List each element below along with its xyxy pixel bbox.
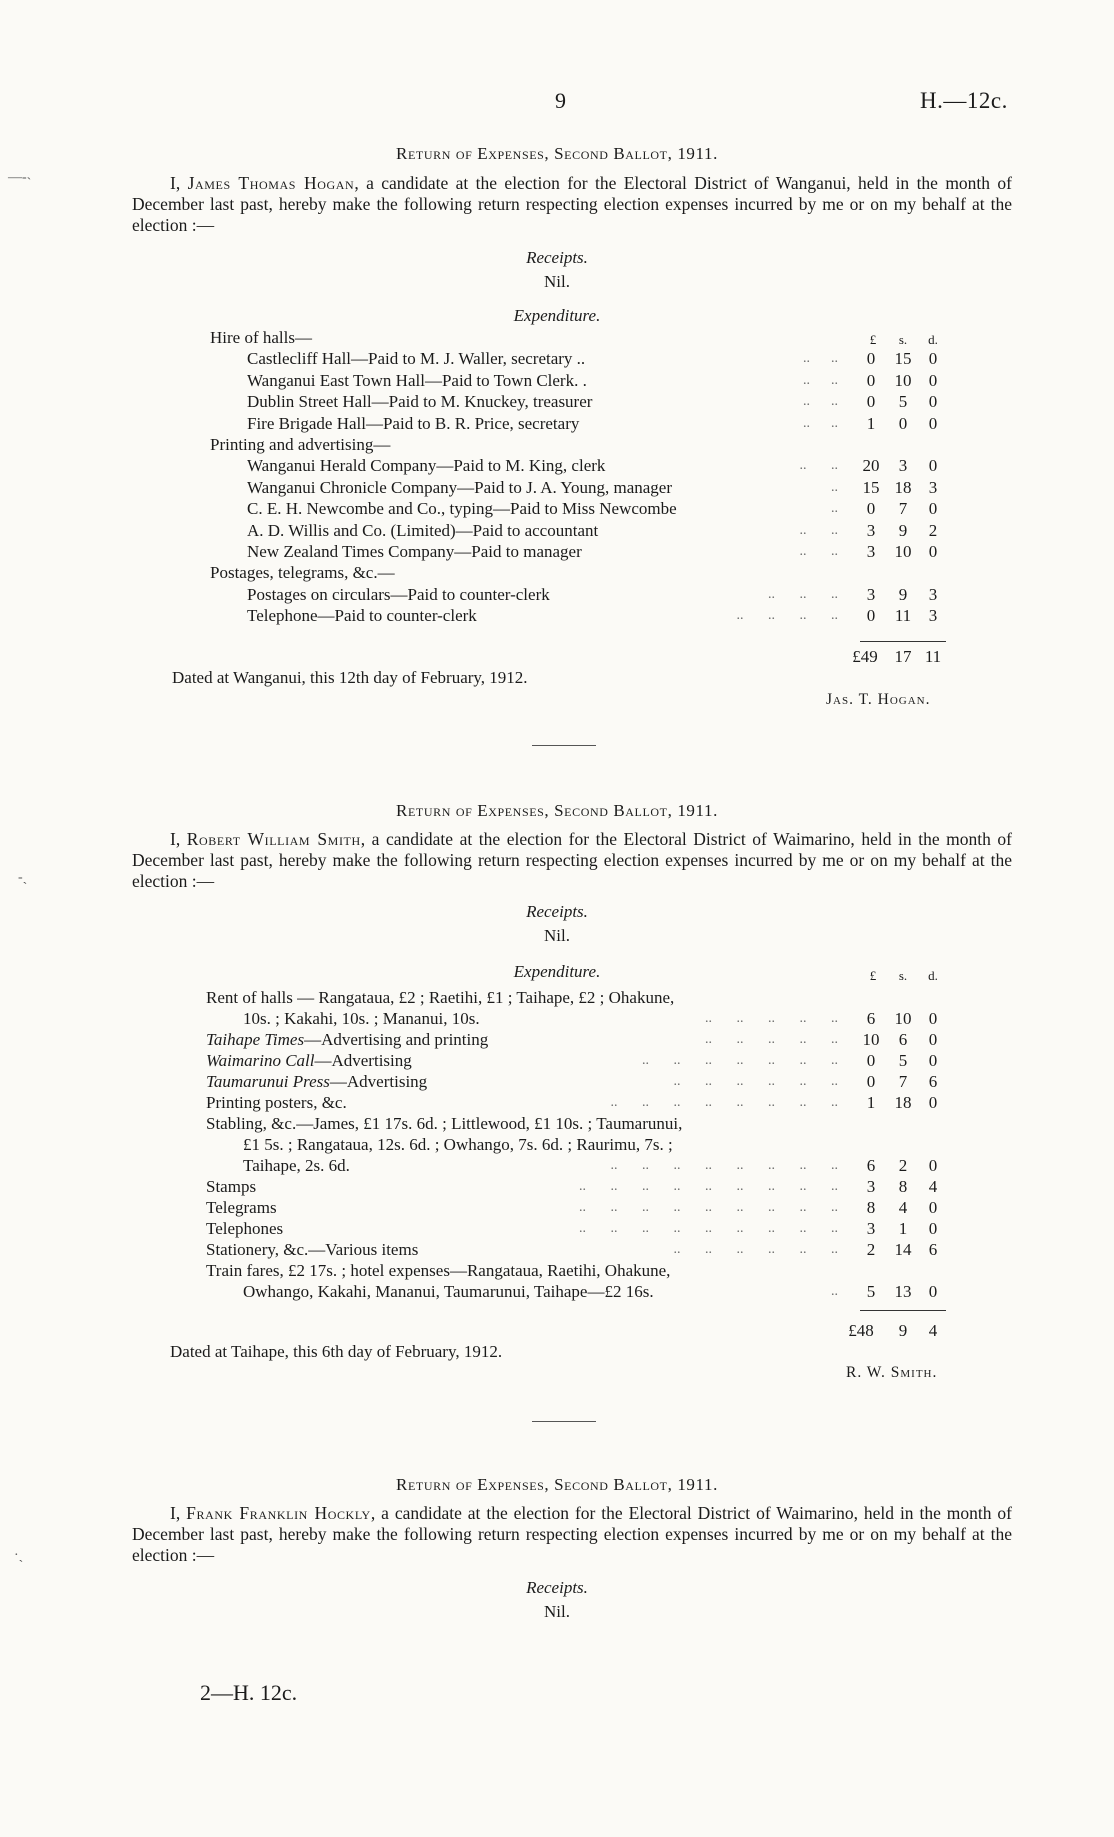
amount-pounds: 10 (862, 1030, 880, 1049)
return-intro: I, James Thomas Hogan, a candidate at the election for the Electoral District of Wanganui, held in the month of December last past, hereby make the following return respecting election expenses incurred by me or on my behalf at the election :— (132, 173, 1013, 235)
expenditure-label: Wanganui East Town Hall—Paid to Town Clerk. . (247, 370, 587, 390)
candidate-name: Frank Franklin Hockly (186, 1503, 371, 1523)
expenditure-label: £1 5s. ; Rangataua, 12s. 6d. ; Owhango, 7s. 6d. ; Raurimu, 7s. ; (243, 1135, 673, 1154)
amount-shillings: 5 (898, 392, 908, 412)
expenditure-label: Wanganui Herald Company—Paid to M. King, clerk (247, 456, 606, 476)
leader-dots: .. .. .. .. .. .. .. .. .. (579, 1179, 838, 1194)
expenditure-label: Castlecliff Hall—Paid to M. J. Waller, secretary .. (247, 349, 586, 369)
amount-shillings: 6 (898, 1030, 908, 1049)
expenditure-row (0, 1176, 1114, 1197)
total-rule (860, 641, 946, 642)
receipts-heading: Receipts. (526, 248, 588, 267)
expenditure-label: Printing and advertising— (210, 435, 391, 454)
leader-dots: .. .. (803, 415, 838, 431)
expenditure-label: Stamps (206, 1177, 257, 1196)
expenditure-label: Telegrams (206, 1198, 277, 1217)
amount-pence: 0 (928, 1219, 938, 1238)
receipts-value: Nil. (544, 926, 570, 945)
expenditure-row (0, 1029, 1114, 1050)
expenditure-label: Train fares, £2 17s. ; hotel expenses—Rangataua, Raetihi, Ohakune, (206, 1261, 671, 1280)
amount-shillings: 7 (898, 499, 908, 519)
amount-pounds: 0 (866, 392, 876, 412)
expenditure-label: C. E. H. Newcombe and Co., typing—Paid to Miss Newcombe (247, 499, 677, 519)
pounds-header: £ (869, 332, 877, 347)
amount-shillings: 14 (894, 1240, 912, 1259)
amount-shillings: 5 (898, 1051, 908, 1070)
leader-dots: .. .. (799, 522, 838, 538)
expenditure-label: Wanganui Chronicle Company—Paid to J. A. Young, manager (247, 477, 673, 497)
document-reference: H.—12c. (920, 88, 1008, 113)
expenditure-row (0, 1008, 1114, 1029)
expenditure-heading: Expenditure. (513, 306, 601, 325)
amount-pounds: 0 (866, 606, 876, 626)
expenditure-label: Taihape Times—Advertising and printing (206, 1030, 489, 1049)
receipts-heading: Receipts. (526, 1578, 588, 1597)
expenditure-row (0, 1050, 1114, 1071)
amount-pence: 0 (928, 1009, 938, 1028)
section-separator (532, 745, 596, 746)
amount-pence: 0 (928, 392, 938, 412)
return-section-hogan (0, 144, 1114, 166)
leader-dots: .. .. .. .. .. .. (673, 1074, 838, 1089)
expenditure-label: Taumarunui Press—Advertising (206, 1072, 428, 1091)
intro-text: , a candidate at the election for the Electoral District of Wanganui, held in the month of December last past, hereby make the following return respecting election expenses incurred by me or on my behalf at the election :— (132, 173, 1013, 235)
intro-text: , a candidate at the election for the Electoral District of Waimarino, held in the month of December last past, hereby make the following return respecting election expenses incurred by me or on my behalf at the election :— (132, 829, 1013, 891)
leader-dots: .. .. (803, 372, 838, 388)
pence-header: d. (928, 968, 938, 983)
amount-pence: 0 (928, 1156, 938, 1175)
amount-pence: 0 (928, 1282, 938, 1301)
expenditure-row (0, 1155, 1114, 1176)
leader-dots: .. .. .. .. .. .. .. .. .. (579, 1200, 838, 1215)
amount-pence: 0 (928, 349, 938, 369)
total-rule (860, 1310, 946, 1311)
amount-pence: 3 (928, 584, 938, 604)
leader-dots: .. .. .. .. .. (705, 1011, 838, 1026)
total-pounds: £49 (852, 647, 878, 666)
leader-dots: .. .. (799, 544, 838, 559)
return-title: Return of Expenses, Second Ballot, 1911. (396, 144, 718, 163)
amount-shillings: 7 (898, 1072, 908, 1091)
leader-dots: .. .. .. .. .. .. .. .. (610, 1095, 838, 1110)
amount-shillings: 10 (894, 1009, 912, 1028)
amount-pence: 0 (928, 542, 938, 561)
expenditure-row (0, 605, 1114, 626)
leader-dots: .. (831, 501, 838, 517)
leader-dots: .. .. .. .. .. .. .. .. (610, 1158, 838, 1173)
return-title: Return of Expenses, Second Ballot, 1911. (396, 801, 718, 820)
total-row (0, 646, 1114, 667)
expenditure-row (0, 1260, 1114, 1281)
expenditure-label: Waimarino Call—Advertising (206, 1051, 412, 1070)
expenditure-row (0, 327, 1114, 348)
amount-shillings: 1 (898, 1219, 908, 1238)
leader-dots: .. .. .. .. .. .. .. (642, 1053, 838, 1068)
expenditure-row (0, 498, 1114, 519)
pounds-header: £ (869, 968, 877, 983)
expenditure-row (0, 541, 1114, 562)
expenditure-label: Hire of halls— (210, 328, 312, 347)
return-intro: I, Frank Franklin Hockly, a candidate at the election for the Electoral District of Waimarino, held in the month of December last past, hereby make the following return respecting election expenses incurred by me or on my behalf at the election :— (132, 1503, 1013, 1565)
amount-pence: 0 (928, 1030, 938, 1049)
expenditure-row (0, 1197, 1114, 1218)
amount-pence: 0 (928, 1093, 938, 1112)
amount-pence: 4 (928, 1177, 938, 1196)
expenditure-label: Taihape, 2s. 6d. (243, 1156, 350, 1175)
amount-pence: 0 (928, 456, 938, 476)
expenditure-row (0, 1134, 1114, 1155)
amount-shillings: 11 (894, 606, 912, 626)
shillings-header: s. (898, 968, 908, 983)
leader-dots: .. .. .. .. .. .. .. .. .. (579, 1221, 838, 1236)
return-section-smith (0, 801, 1114, 823)
leader-dots: .. (831, 1284, 838, 1299)
expenditure-label: Telephone—Paid to counter-clerk (247, 606, 477, 626)
page-number: 9 (555, 88, 566, 113)
signature: R. W. Smith. (846, 1364, 938, 1381)
total-pence: 4 (928, 1321, 938, 1340)
amount-pence: 0 (928, 370, 938, 390)
expenditure-row (0, 1218, 1114, 1239)
amount-pounds: 0 (866, 349, 876, 369)
amount-pounds: 3 (866, 542, 876, 561)
expenditure-row (0, 987, 1114, 1008)
total-shillings: 9 (898, 1321, 908, 1340)
amount-shillings: 2 (898, 1156, 908, 1175)
amount-pence: 0 (928, 499, 938, 519)
expenditure-row (0, 1113, 1114, 1134)
amount-pounds: 0 (866, 1072, 876, 1091)
leader-dots: .. .. .. .. .. .. (673, 1242, 838, 1257)
amount-shillings: 9 (898, 520, 908, 540)
expenditure-label: New Zealand Times Company—Paid to manager (247, 542, 582, 561)
total-pounds: £48 (848, 1321, 874, 1340)
amount-pence: 6 (928, 1072, 938, 1091)
leader-dots: .. .. .. (768, 586, 838, 602)
total-pence: 11 (924, 647, 942, 666)
amount-shillings: 0 (898, 413, 908, 433)
margin-mark: ‐ˎ (18, 870, 28, 885)
leader-dots: .. (831, 479, 838, 495)
expenditure-label: Stabling, &c.—James, £1 17s. 6d. ; Littlewood, £1 10s. ; Taumarunui, (206, 1114, 683, 1133)
leader-dots: .. .. (803, 351, 838, 367)
expenditure-label: Telephones (206, 1219, 284, 1238)
amount-pounds: 5 (866, 1282, 876, 1301)
amount-pounds: 3 (866, 584, 876, 604)
expenditure-label: Printing posters, &c. (206, 1093, 347, 1112)
expenditure-row (0, 370, 1114, 391)
amount-pence: 0 (928, 1051, 938, 1070)
expenditure-label: Postages, telegrams, &c.— (210, 563, 395, 583)
total-row (0, 1320, 1114, 1341)
amount-shillings: 15 (894, 349, 912, 369)
amount-pounds: 8 (866, 1198, 876, 1217)
leader-dots: .. .. .. .. (736, 608, 838, 624)
amount-pence: 3 (928, 606, 938, 626)
amount-pounds: 6 (866, 1009, 876, 1028)
leader-dots: .. .. .. .. .. (705, 1032, 838, 1047)
margin-mark: ·ˎ (14, 1548, 24, 1563)
amount-pounds: 0 (866, 499, 876, 519)
margin-mark: —‐˴ (8, 170, 32, 185)
amount-pence: 3 (928, 477, 938, 497)
expenditure-label: 10s. ; Kakahi, 10s. ; Mananui, 10s. (243, 1009, 480, 1028)
leader-dots: .. .. (799, 458, 838, 474)
amount-shillings: 4 (898, 1198, 908, 1217)
return-title: Return of Expenses, Second Ballot, 1911. (396, 1475, 718, 1494)
section-separator (532, 1421, 596, 1422)
candidate-name: Robert William Smith (186, 829, 361, 849)
expenditure-row (0, 1092, 1114, 1113)
expenditure-label: Dublin Street Hall—Paid to M. Knuckey, treasurer (247, 392, 593, 412)
expenditure-row (0, 1239, 1114, 1260)
amount-shillings: 18 (894, 477, 912, 497)
amount-pounds: 0 (866, 1051, 876, 1070)
intro-text: , a candidate at the election for the Electoral District of Waimarino, held in the month of December last past, hereby make the following return respecting election expenses incurred by me or on my behalf at the election :— (132, 1503, 1013, 1565)
amount-pounds: 1 (866, 413, 876, 433)
amount-pounds: 6 (866, 1156, 876, 1175)
candidate-name: James Thomas Hogan (187, 173, 355, 193)
expenditure-label: Postages on circulars—Paid to counter-clerk (247, 584, 550, 604)
receipts-value: Nil. (544, 272, 570, 291)
expenditure-row (0, 1071, 1114, 1092)
amount-pounds: 3 (866, 1219, 876, 1238)
amount-shillings: 3 (898, 456, 908, 476)
total-shillings: 17 (894, 647, 912, 666)
amount-pounds: 0 (866, 370, 876, 390)
amount-shillings: 13 (894, 1282, 912, 1301)
amount-pounds: 3 (866, 520, 876, 540)
amount-shillings: 9 (898, 584, 908, 604)
amount-shillings: 10 (894, 542, 912, 561)
amount-pounds: 1 (866, 1093, 876, 1112)
amount-pence: 0 (928, 413, 938, 433)
leader-dots: .. .. (803, 394, 838, 410)
amount-shillings: 8 (898, 1177, 908, 1196)
expenditure-label: Fire Brigade Hall—Paid to B. R. Price, secretary (247, 413, 580, 433)
expenditure-row (0, 348, 1114, 369)
return-section-hockly (0, 1475, 1114, 1497)
expenditure-row (0, 477, 1114, 498)
expenditure-label: Stationery, &c.—Various items (206, 1240, 419, 1259)
shillings-header: s. (898, 332, 908, 347)
amount-shillings: 10 (894, 370, 912, 390)
amount-pounds: 20 (862, 456, 880, 476)
expenditure-row (0, 562, 1114, 583)
expenditure-row (0, 455, 1114, 476)
footer-signature-mark: 2—H. 12c. (200, 1680, 298, 1705)
expenditure-row (0, 520, 1114, 541)
amount-shillings: 18 (894, 1093, 912, 1112)
amount-pounds: 15 (862, 477, 880, 497)
dated-line: Dated at Taihape, this 6th day of February, 1912. (170, 1342, 503, 1361)
expenditure-heading: Expenditure. (513, 962, 601, 981)
receipts-value: Nil. (544, 1602, 570, 1621)
expenditure-label: Rent of halls — Rangataua, £2 ; Raetihi, £1 ; Taihape, £2 ; Ohakune, (206, 988, 675, 1007)
amount-pence: 2 (928, 520, 938, 540)
expenditure-row (0, 584, 1114, 605)
return-intro: I, Robert William Smith, a candidate at the election for the Electoral District of Waimarino, held in the month of December last past, hereby make the following return respecting election expenses incurred by me or on my behalf at the election :— (132, 829, 1013, 891)
expenditure-label: Owhango, Kakahi, Mananui, Taumarunui, Taihape—£2 16s. (243, 1282, 654, 1301)
amount-pence: 0 (928, 1198, 938, 1217)
expenditure-row (0, 413, 1114, 434)
amount-pounds: 2 (866, 1240, 876, 1259)
signature: Jas. T. Hogan. (826, 691, 931, 708)
expenditure-row (0, 434, 1114, 455)
receipts-heading: Receipts. (526, 902, 588, 921)
expenditure-row (0, 391, 1114, 412)
expenditure-row (0, 1281, 1114, 1302)
amount-pence: 6 (928, 1240, 938, 1259)
dated-line: Dated at Wanganui, this 12th day of February, 1912. (172, 668, 528, 687)
amount-pounds: 3 (866, 1177, 876, 1196)
pence-header: d. (928, 332, 938, 347)
expenditure-label: A. D. Willis and Co. (Limited)—Paid to accountant (247, 520, 599, 540)
